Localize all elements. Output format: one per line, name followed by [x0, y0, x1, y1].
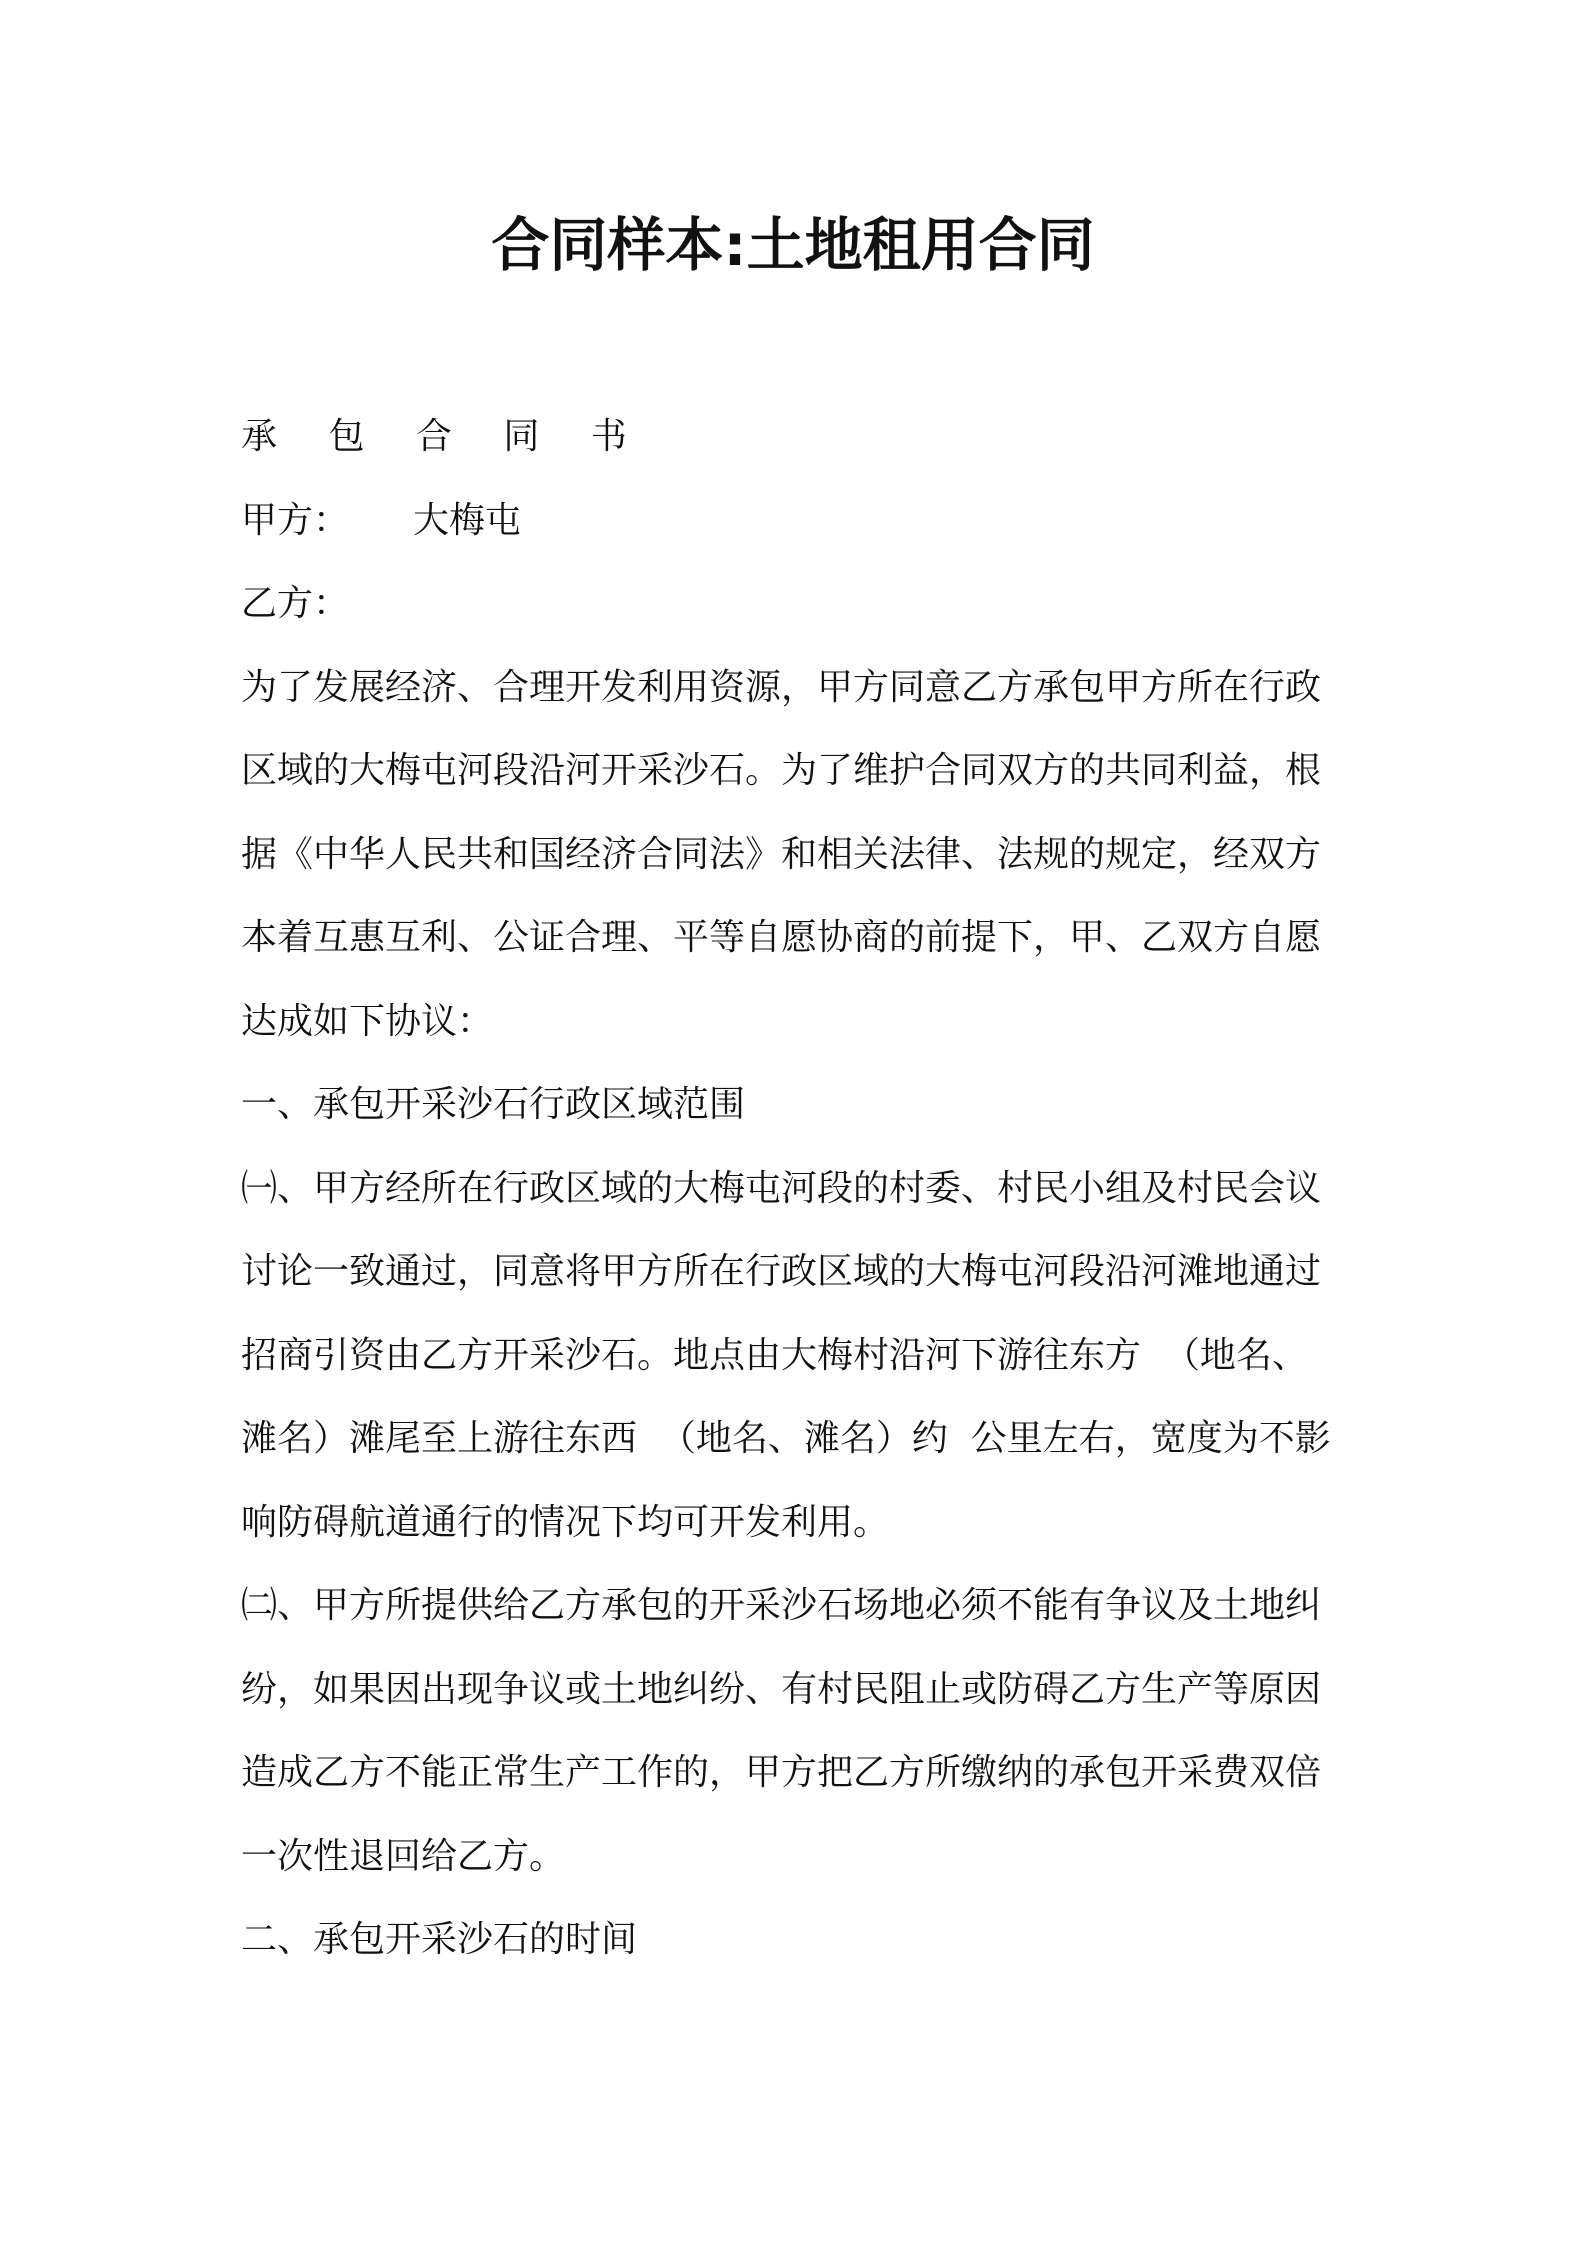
paragraph-line: 为了发展经济、合理开发利用资源，甲方同意乙方承包甲方所在行政	[241, 666, 1322, 708]
paragraph-line: 响防碍航道通行的情况下均可开发利用。	[241, 1501, 890, 1543]
party-a-line	[241, 479, 1353, 563]
contract-heading: 承 包 合 同 书	[241, 416, 647, 457]
party-a-value: 大梅屯	[413, 499, 522, 541]
paragraph-line: 本着互惠互利、公证合理、平等自愿协商的前提下，甲、乙双方自愿	[241, 917, 1322, 958]
party-b-line	[241, 562, 1353, 646]
paragraph-line: 一次性退回给乙方。	[241, 1835, 566, 1877]
paragraph-line: 讨论一致通过，同意将甲方所在行政区域的大梅屯河段沿河滩地通过	[241, 1251, 1322, 1292]
party-a-label: 甲方：	[241, 499, 350, 541]
party-b-label: 乙方：	[241, 583, 350, 624]
document-body	[241, 395, 1353, 1982]
paragraph-line: 滩名）滩尾至上游往东西 （地名、滩名）约 公里左右，宽度为不影	[241, 1418, 1331, 1459]
paragraph-line: ㈡、甲方所提供给乙方承包的开采沙石场地必须不能有争议及土地纠	[241, 1585, 1322, 1626]
paragraph-line: 造成乙方不能正常生产工作的，甲方把乙方所缴纳的承包开采费双倍	[241, 1752, 1322, 1793]
section-heading: 二、承包开采沙石的时间	[241, 1919, 638, 1960]
paragraph-line: 纷，如果因出现争议或土地纠纷、有村民阻止或防碍乙方生产等原因	[241, 1668, 1322, 1710]
document-title: 合同样本:土地租用合同	[491, 211, 1095, 279]
paragraph-line: 达成如下协议：	[241, 1000, 494, 1042]
paragraph-line: ㈠、甲方经所在行政区域的大梅屯河段的村委、村民小组及村民会议	[241, 1167, 1322, 1209]
paragraph-line: 招商引资由乙方开采沙石。地点由大梅村沿河下游往东方 （地名、	[241, 1334, 1308, 1376]
paragraph-line: 据《中华人民共和国经济合同法》和相关法律、法规的规定，经双方	[241, 833, 1322, 875]
section-heading: 一、承包开采沙石行政区域范围	[241, 1084, 746, 1125]
paragraph-line: 区域的大梅屯河段沿河开采沙石。为了维护合同双方的共同利益，根	[241, 750, 1322, 791]
